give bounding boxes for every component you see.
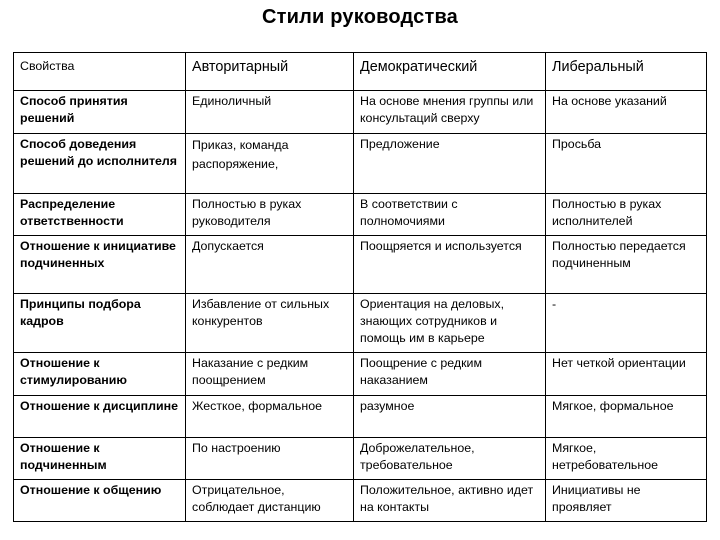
table-header-row <box>14 53 707 91</box>
row-property-label: Отношение к стимулированию <box>14 353 186 396</box>
table-row <box>14 353 707 396</box>
cell-democratic: Поощрение с редким наказанием <box>354 353 546 396</box>
column-header-democratic: Демократический <box>354 53 546 91</box>
column-header-authoritarian: Авторитарный <box>186 53 354 91</box>
table-row <box>14 294 707 353</box>
cell-authoritarian: Наказание с редким поощрением <box>186 353 354 396</box>
cell-liberal: Просьба <box>546 134 707 194</box>
cell-democratic: Ориентация на деловых, знающих сотрудников и помощь им в карьере <box>354 294 546 353</box>
cell-democratic: Доброжелательное, требовательное <box>354 438 546 480</box>
table-row <box>14 480 707 522</box>
row-property-label: Отношение к подчиненным <box>14 438 186 480</box>
cell-democratic: Поощряется и используется <box>354 236 546 294</box>
page-title: Стили руководства <box>261 6 459 28</box>
cell-liberal: - <box>546 294 707 353</box>
row-property-label: Отношение к дисциплине <box>14 396 186 438</box>
cell-democratic: разумное <box>354 396 546 438</box>
cell-authoritarian: Избавление от сильных конкурентов <box>186 294 354 353</box>
cell-authoritarian: По настроению <box>186 438 354 480</box>
leadership-styles-table <box>13 52 707 522</box>
cell-liberal: Нет четкой ориентации <box>546 353 707 396</box>
cell-democratic: В соответствии с полномочиями <box>354 194 546 236</box>
cell-liberal: Инициативы не проявляет <box>546 480 707 522</box>
cell-authoritarian: Приказ, команда распоряжение, <box>186 134 354 194</box>
row-property-label: Распределение ответственности <box>14 194 186 236</box>
column-header-properties: Свойства <box>14 53 186 91</box>
cell-democratic: На основе мнения группы или консультаций сверху <box>354 91 546 134</box>
table-row <box>14 134 707 194</box>
cell-authoritarian: Отрицательное, соблюдает дистанцию <box>186 480 354 522</box>
table-row <box>14 236 707 294</box>
column-header-liberal: Либеральный <box>546 53 707 91</box>
cell-liberal: Мягкое, формальное <box>546 396 707 438</box>
cell-authoritarian: Жесткое, формальное <box>186 396 354 438</box>
table-row <box>14 438 707 480</box>
cell-liberal: Полностью в руках исполнителей <box>546 194 707 236</box>
row-property-label: Способ принятия решений <box>14 91 186 134</box>
row-property-label: Принципы подбора кадров <box>14 294 186 353</box>
table-row <box>14 396 707 438</box>
cell-authoritarian: Полностью в руках руководителя <box>186 194 354 236</box>
cell-liberal: Полностью передается подчиненным <box>546 236 707 294</box>
cell-democratic: Предложение <box>354 134 546 194</box>
cell-liberal: Мягкое, нетребовательное <box>546 438 707 480</box>
row-property-label: Способ доведения решений до исполнителя <box>14 134 186 194</box>
cell-liberal: На основе указаний <box>546 91 707 134</box>
row-property-label: Отношение к инициативе подчиненных <box>14 236 186 294</box>
table-row <box>14 194 707 236</box>
cell-democratic: Положительное, активно идет на контакты <box>354 480 546 522</box>
cell-authoritarian: Единоличный <box>186 91 354 134</box>
row-property-label: Отношение к общению <box>14 480 186 522</box>
table-row <box>14 91 707 134</box>
cell-authoritarian: Допускается <box>186 236 354 294</box>
